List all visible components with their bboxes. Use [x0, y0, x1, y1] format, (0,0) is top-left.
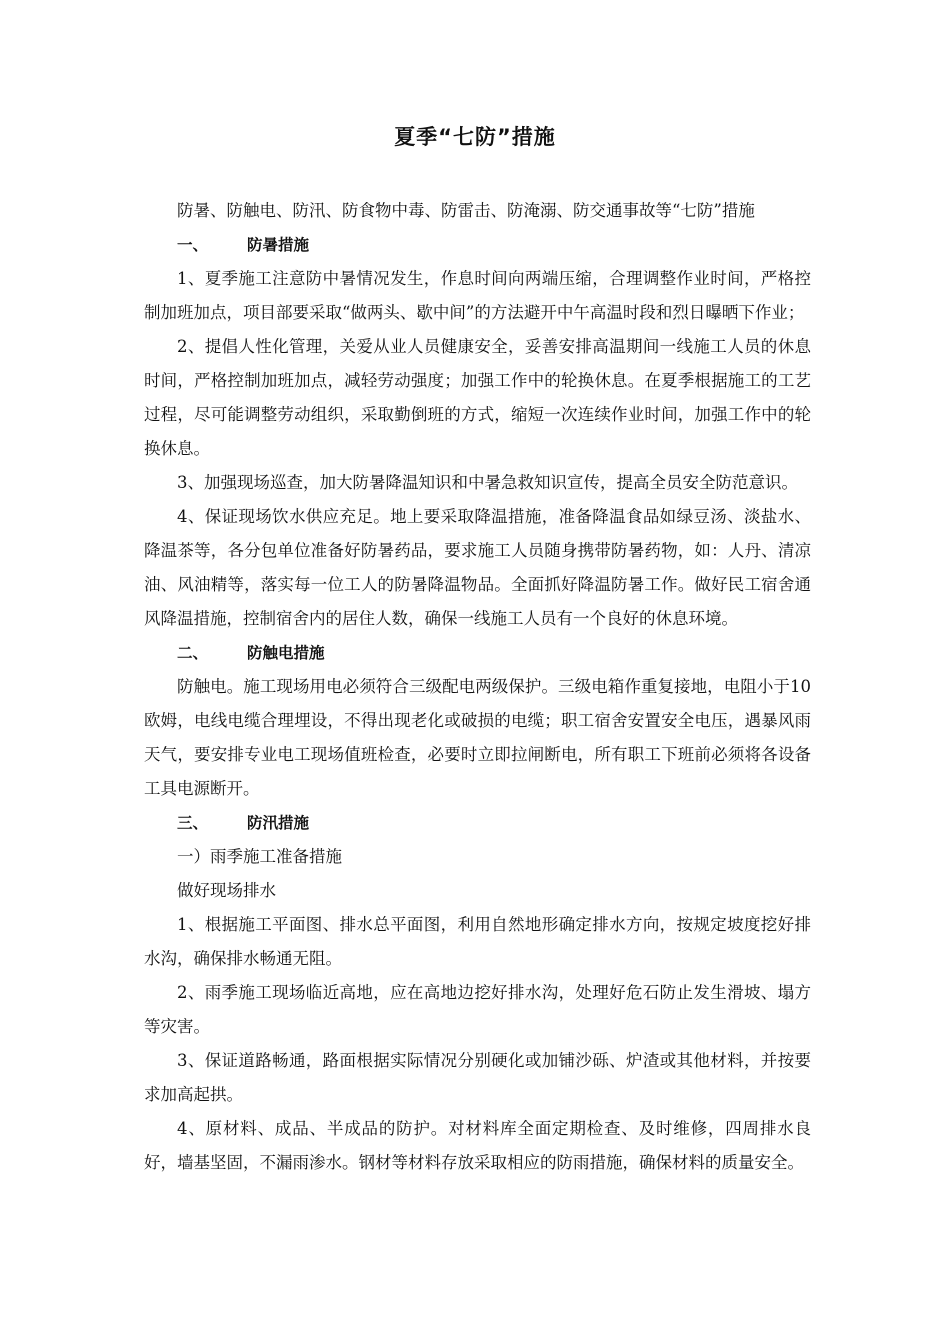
subheading: 做好现场排水: [177, 881, 276, 900]
section-heading-electric-shock: [144, 636, 811, 670]
section-title: 防汛措施: [247, 814, 310, 832]
paragraph: 1、根据施工平面图、排水总平面图，利用自然地形确定排水方向，按规定坡度挖好排水沟，确保排水畅通无阻。: [144, 915, 811, 968]
paragraph: 防触电。施工现场用电必须符合三级配电两级保护。三级电箱作重复接地，电阻小于10欧姆，电线电缆合理埋设，不得出现老化或破损的电缆；职工宿舍安置安全电压，遇暴风雨天气，要安排专业电工现场值班检查，必要时立即拉闸断电，所有职工下班前必须将各设备工具电源断开。: [144, 677, 811, 798]
paragraph: 2、雨季施工现场临近高地，应在高地边挖好排水沟，处理好危石防止发生滑坡、塌方等灾害。: [144, 983, 811, 1036]
document-title: 夏季“七防”措施: [394, 125, 556, 149]
subheading: 一）雨季施工准备措施: [177, 847, 342, 866]
section-number: 二、: [177, 644, 209, 662]
intro-paragraph: 防暑、防触电、防汛、防食物中毒、防雷击、防淹溺、防交通事故等“七防”措施: [177, 201, 755, 220]
paragraph: 4、原材料、成品、半成品的防护。对材料库全面定期检查、及时维修，四周排水良好，墙基坚固，不漏雨渗水。钢材等材料存放采取相应的防雨措施，确保材料的质量安全。: [144, 1119, 811, 1172]
paragraph: 3、加强现场巡查，加大防暑降温知识和中暑急救知识宣传，提高全员安全防范意识。: [177, 473, 798, 492]
section-number: 三、: [177, 814, 209, 832]
paragraph: 1、夏季施工注意防中暑情况发生，作息时间向两端压缩，合理调整作业时间，严格控制加班加点，项目部要采取“做两头、歇中间”的方法避开中午高温时段和烈日曝晒下作业；: [144, 269, 811, 322]
section-title: 防触电措施: [247, 644, 325, 662]
paragraph: 4、保证现场饮水供应充足。地上要采取降温措施，准备降温食品如绿豆汤、淡盐水、降温茶等，各分包单位准备好防暑药品，要求施工人员随身携带防暑药物，如：人丹、清凉油、风油精等，落实每一位工人的防暑降温物品。全面抓好降温防暑工作。做好民工宿舍通风降温措施，控制宿舍内的居住人数，确保一线施工人员有一个良好的休息环境。: [144, 507, 811, 628]
section-heading-heatstroke: [144, 228, 811, 262]
section-title: 防暑措施: [247, 236, 310, 254]
paragraph: 3、保证道路畅通，路面根据实际情况分别硬化或加铺沙砾、炉渣或其他材料，并按要求加高起拱。: [144, 1051, 811, 1104]
document-body: [144, 194, 811, 1180]
paragraph: 2、提倡人性化管理，关爱从业人员健康安全，妥善安排高温期间一线施工人员的休息时间，严格控制加班加点，减轻劳动强度；加强工作中的轮换休息。在夏季根据施工的工艺过程，尽可能调整劳动组织，采取勤倒班的方式，缩短一次连续作业时间，加强工作中的轮换休息。: [144, 337, 811, 458]
section-heading-flood: [144, 806, 811, 840]
section-number: 一、: [177, 236, 209, 254]
